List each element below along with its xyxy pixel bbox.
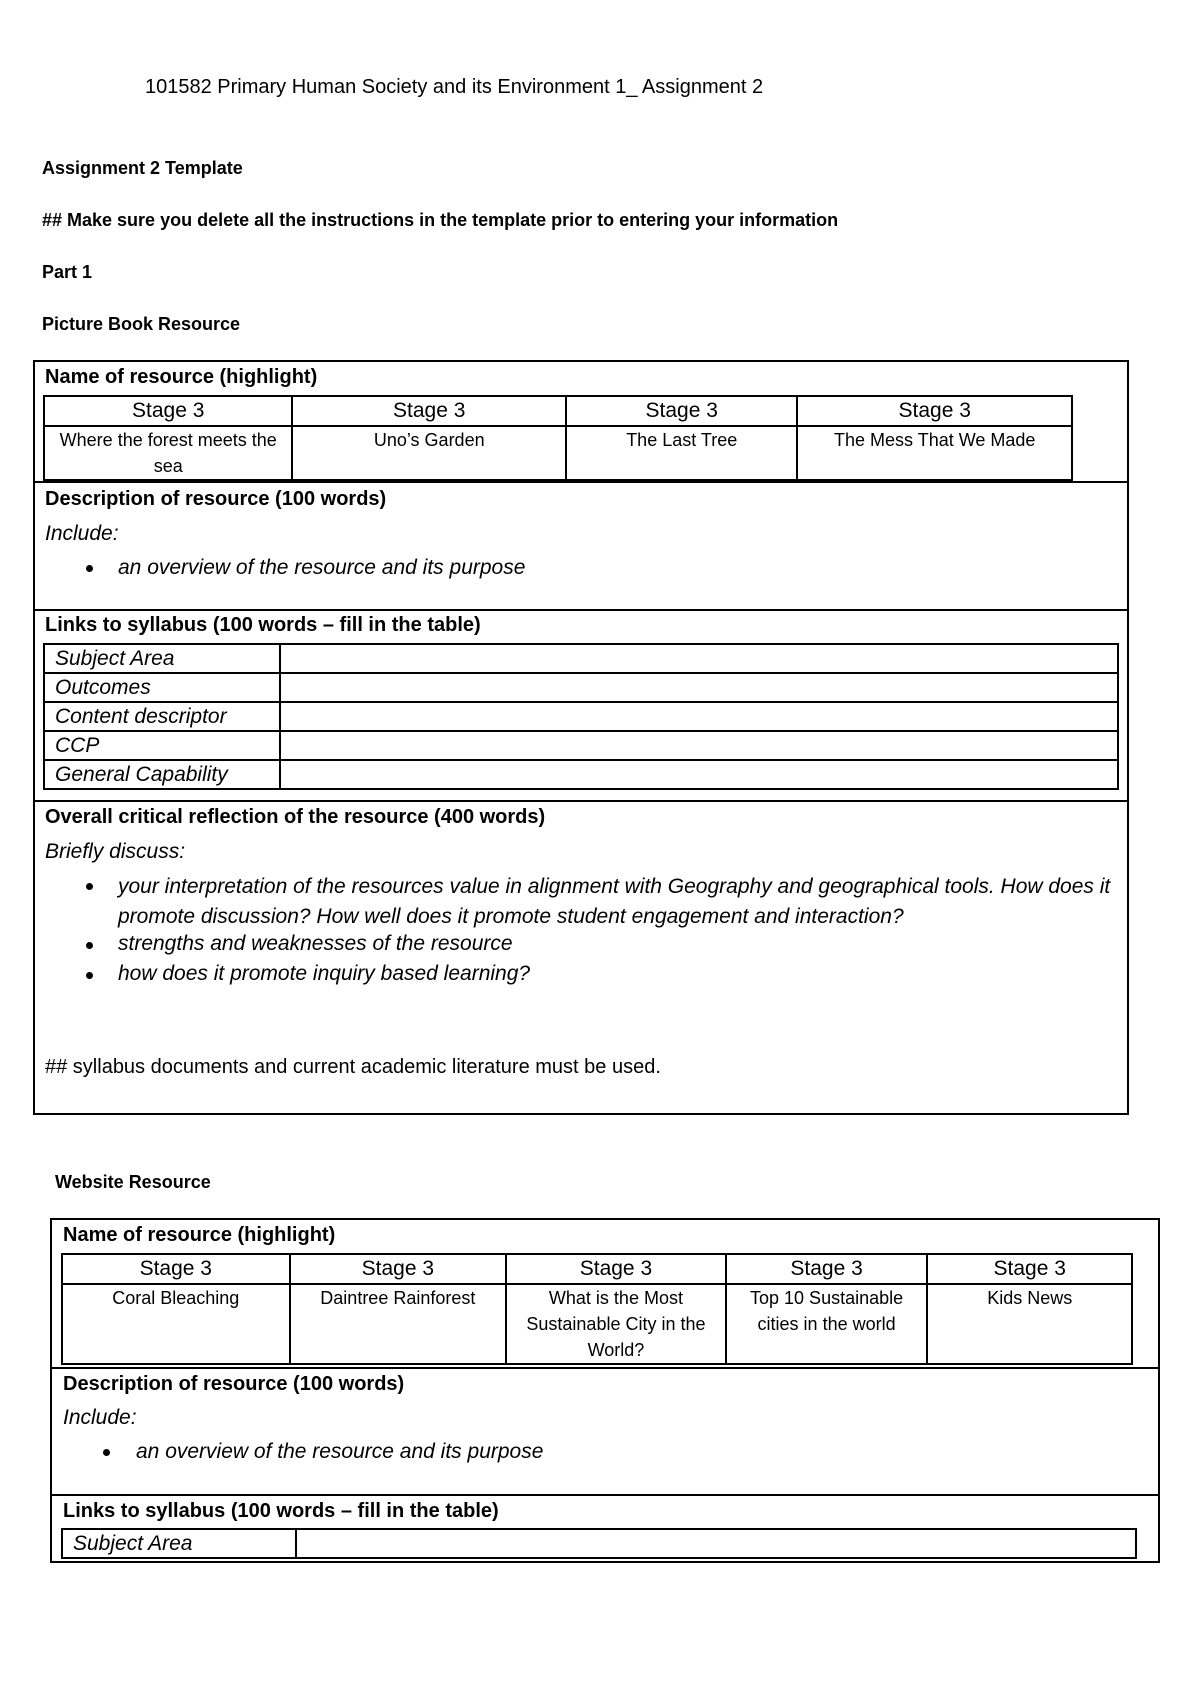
pb-resource-name[interactable]: The Last Tree [566,426,797,480]
pb-reflection-label: Overall critical reflection of the resource (400 words) [45,806,546,828]
divider [50,1494,1160,1496]
ws-stage-1: Stage 3 [62,1254,290,1284]
pb-syllabus-label: Subject Area [44,644,280,673]
ws-resource-options [61,1253,1133,1365]
ws-syllabus-label: Subject Area [62,1529,296,1558]
ws-resource-name[interactable]: What is the Most Sustainable City in the World? [506,1284,726,1364]
pb-reflection-bullet: how does it promote inquiry based learning? [118,962,531,985]
ws-resource-name[interactable]: Daintree Rainforest [290,1284,507,1364]
website-heading: Website Resource [55,1172,211,1192]
bullet-icon [86,942,93,949]
pb-resource-name[interactable]: Uno’s Garden [292,426,566,480]
pb-stage-4: Stage 3 [797,396,1072,426]
ws-stage-5: Stage 3 [927,1254,1132,1284]
part-label: Part 1 [42,262,93,282]
divider [33,609,1129,611]
ws-syllabus-input[interactable] [296,1529,1136,1558]
pb-links-label: Links to syllabus (100 words – fill in the table) [45,614,481,636]
pb-syllabus-input[interactable] [280,644,1118,673]
bullet-icon [86,972,93,979]
pb-reflection-bullet: your interpretation of the resources value in alignment with Geography and geographical tools. How does it promote discussion? How well does it promote student engagement and interaction? [118,875,1111,928]
pb-include-label: Include: [45,522,119,545]
bullet-icon [86,565,93,572]
pb-name-label: Name of resource (highlight) [45,366,318,388]
document-header: 101582 Primary Human Society and its Environment 1_ Assignment 2 [145,76,764,98]
ws-include-bullet: an overview of the resource and its purpose [136,1440,544,1463]
pb-briefly-label: Briefly discuss: [45,840,186,863]
template-title: Assignment 2 Template [42,158,243,178]
pb-syllabus-input[interactable] [280,673,1118,702]
pb-note: ## syllabus documents and current academic literature must be used. [45,1056,661,1078]
pb-syllabus-label: Outcomes [44,673,280,702]
pb-include-bullet: an overview of the resource and its purpose [118,556,526,579]
pb-syllabus-label: General Capability [44,760,280,789]
ws-description-label: Description of resource (100 words) [63,1373,405,1395]
pb-syllabus-label: CCP [44,731,280,760]
pb-stage-2: Stage 3 [292,396,566,426]
ws-resource-name[interactable]: Kids News [927,1284,1132,1364]
ws-stage-4: Stage 3 [726,1254,928,1284]
divider [50,1367,1160,1369]
pb-syllabus-table [43,643,1119,790]
ws-resource-name[interactable]: Coral Bleaching [62,1284,290,1364]
pb-syllabus-input[interactable] [280,702,1118,731]
pb-resource-name[interactable]: Where the forest meets the sea [44,426,292,480]
pb-syllabus-input[interactable] [280,731,1118,760]
picture-book-heading: Picture Book Resource [42,314,241,334]
pb-resource-name[interactable]: The Mess That We Made [797,426,1072,480]
ws-stage-2: Stage 3 [290,1254,507,1284]
ws-include-label: Include: [63,1406,137,1429]
bullet-icon [86,883,93,890]
ws-syllabus-table [61,1528,1137,1559]
ws-resource-name[interactable]: Top 10 Sustainable cities in the world [726,1284,928,1364]
instruction-text: ## Make sure you delete all the instructions in the template prior to entering your information [42,210,839,230]
pb-syllabus-input[interactable] [280,760,1118,789]
pb-description-label: Description of resource (100 words) [45,488,387,510]
bullet-icon [103,1449,110,1456]
pb-stage-3: Stage 3 [566,396,797,426]
divider [33,481,1129,483]
ws-links-label: Links to syllabus (100 words – fill in the table) [63,1500,499,1522]
divider [33,800,1129,802]
ws-stage-3: Stage 3 [506,1254,726,1284]
pb-syllabus-label: Content descriptor [44,702,280,731]
ws-name-label: Name of resource (highlight) [63,1224,336,1246]
pb-resource-options [43,395,1073,481]
pb-reflection-bullet: strengths and weaknesses of the resource [118,932,513,955]
pb-stage-1: Stage 3 [44,396,292,426]
